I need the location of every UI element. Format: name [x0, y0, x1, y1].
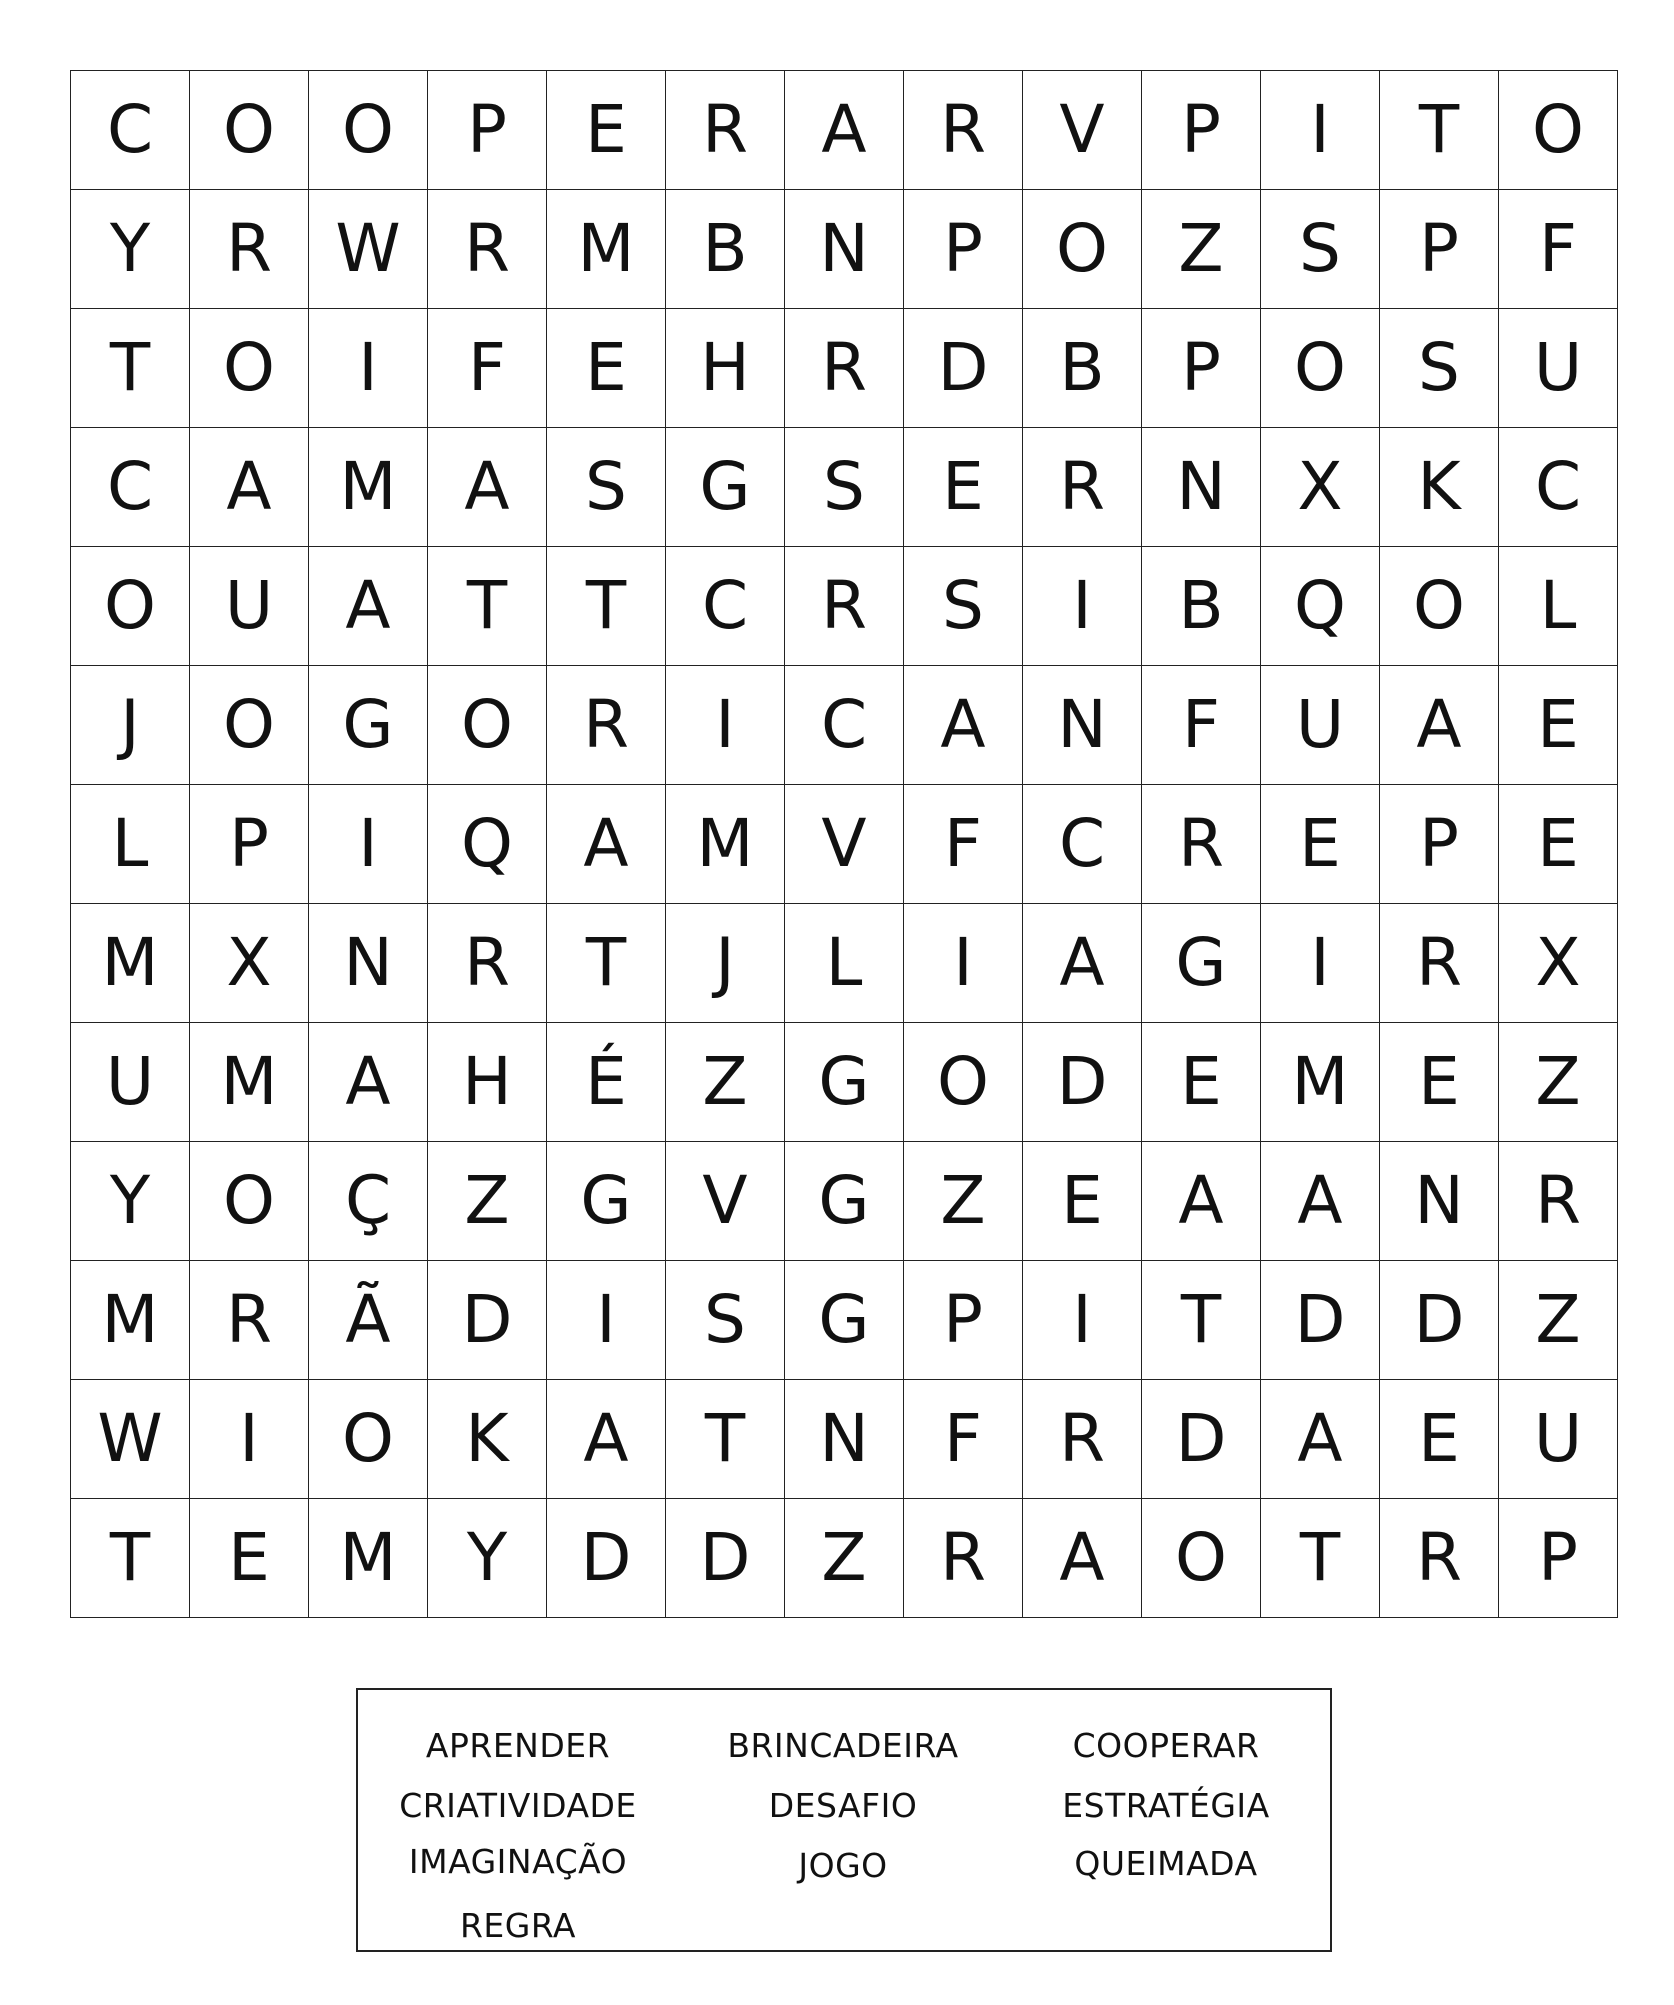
grid-cell[interactable]: R: [1142, 785, 1261, 904]
grid-cell[interactable]: A: [904, 666, 1023, 785]
grid-cell[interactable]: I: [309, 785, 428, 904]
grid-cell[interactable]: I: [309, 309, 428, 428]
grid-cell[interactable]: X: [1499, 904, 1618, 1023]
grid-cell[interactable]: C: [1499, 428, 1618, 547]
grid-cell[interactable]: E: [1142, 1023, 1261, 1142]
grid-cell[interactable]: O: [190, 71, 309, 190]
grid-cell[interactable]: E: [190, 1499, 309, 1618]
grid-cell[interactable]: I: [547, 1261, 666, 1380]
grid-cell[interactable]: A: [547, 785, 666, 904]
grid-cell[interactable]: M: [547, 190, 666, 309]
grid-cell[interactable]: A: [1261, 1142, 1380, 1261]
grid-cell[interactable]: A: [309, 1023, 428, 1142]
grid-cell[interactable]: R: [190, 1261, 309, 1380]
grid-cell[interactable]: L: [71, 785, 190, 904]
grid-cell[interactable]: C: [1023, 785, 1142, 904]
word-item: DESAFIO: [768, 1786, 918, 1825]
grid-cell[interactable]: R: [190, 190, 309, 309]
grid-cell[interactable]: P: [1380, 190, 1499, 309]
grid-cell[interactable]: F: [428, 309, 547, 428]
grid-cell[interactable]: P: [904, 1261, 1023, 1380]
grid-cell[interactable]: Z: [904, 1142, 1023, 1261]
grid-cell[interactable]: Y: [71, 1142, 190, 1261]
grid-cell[interactable]: D: [1261, 1261, 1380, 1380]
grid-cell[interactable]: N: [785, 1380, 904, 1499]
grid-cell[interactable]: E: [904, 428, 1023, 547]
grid-cell[interactable]: V: [1023, 71, 1142, 190]
grid-cell[interactable]: Z: [1499, 1261, 1618, 1380]
word-item: BRINCADEIRA: [727, 1726, 959, 1765]
grid-cell[interactable]: E: [1499, 666, 1618, 785]
word-item: ESTRATÉGIA: [1062, 1786, 1270, 1825]
grid-cell[interactable]: T: [428, 547, 547, 666]
grid-cell[interactable]: O: [309, 1380, 428, 1499]
grid-cell[interactable]: O: [190, 666, 309, 785]
grid-cell[interactable]: I: [1023, 1261, 1142, 1380]
grid-cell[interactable]: P: [904, 190, 1023, 309]
grid-cell[interactable]: R: [785, 309, 904, 428]
grid-cell[interactable]: M: [71, 1261, 190, 1380]
grid-cell[interactable]: R: [666, 71, 785, 190]
grid-cell[interactable]: V: [666, 1142, 785, 1261]
grid-cell[interactable]: N: [1142, 428, 1261, 547]
grid-cell[interactable]: S: [785, 428, 904, 547]
grid-cell[interactable]: I: [904, 904, 1023, 1023]
grid-cell[interactable]: B: [1023, 309, 1142, 428]
grid-cell[interactable]: A: [428, 428, 547, 547]
grid-cell[interactable]: Z: [666, 1023, 785, 1142]
grid-cell[interactable]: F: [1142, 666, 1261, 785]
grid-cell[interactable]: O: [309, 71, 428, 190]
grid-cell[interactable]: Y: [428, 1499, 547, 1618]
grid-cell[interactable]: O: [71, 547, 190, 666]
grid-cell[interactable]: E: [1380, 1023, 1499, 1142]
grid-cell[interactable]: E: [1499, 785, 1618, 904]
grid-cell[interactable]: A: [1380, 666, 1499, 785]
grid-cell[interactable]: I: [1261, 71, 1380, 190]
grid-cell[interactable]: G: [666, 428, 785, 547]
grid-cell[interactable]: P: [1142, 309, 1261, 428]
grid-cell[interactable]: F: [904, 1380, 1023, 1499]
grid-cell[interactable]: E: [547, 309, 666, 428]
grid-cell[interactable]: R: [1499, 1142, 1618, 1261]
grid-cell[interactable]: A: [1142, 1142, 1261, 1261]
grid-cell[interactable]: M: [309, 428, 428, 547]
word-item: QUEIMADA: [1074, 1844, 1258, 1883]
grid-cell[interactable]: T: [547, 547, 666, 666]
grid-cell[interactable]: F: [904, 785, 1023, 904]
grid-cell[interactable]: G: [547, 1142, 666, 1261]
grid-cell[interactable]: A: [785, 71, 904, 190]
grid-cell[interactable]: R: [428, 190, 547, 309]
grid-cell[interactable]: Ç: [309, 1142, 428, 1261]
grid-cell[interactable]: E: [1380, 1380, 1499, 1499]
grid-cell[interactable]: M: [71, 904, 190, 1023]
grid-cell[interactable]: E: [1023, 1142, 1142, 1261]
grid-cell[interactable]: T: [71, 309, 190, 428]
grid-cell[interactable]: T: [1261, 1499, 1380, 1618]
grid-cell[interactable]: D: [666, 1499, 785, 1618]
grid-cell[interactable]: I: [1261, 904, 1380, 1023]
grid-cell[interactable]: N: [1380, 1142, 1499, 1261]
grid-cell[interactable]: O: [1023, 190, 1142, 309]
grid-cell[interactable]: R: [428, 904, 547, 1023]
grid-cell[interactable]: B: [666, 190, 785, 309]
grid-cell[interactable]: L: [785, 904, 904, 1023]
grid-cell[interactable]: P: [1142, 71, 1261, 190]
grid-cell[interactable]: A: [1023, 1499, 1142, 1618]
grid-cell[interactable]: S: [1380, 309, 1499, 428]
grid-cell[interactable]: O: [1261, 309, 1380, 428]
grid-cell[interactable]: N: [309, 904, 428, 1023]
grid-cell[interactable]: Z: [785, 1499, 904, 1618]
grid-cell[interactable]: R: [904, 71, 1023, 190]
grid-cell[interactable]: W: [309, 190, 428, 309]
grid-cell[interactable]: F: [1499, 190, 1618, 309]
grid-cell[interactable]: W: [71, 1380, 190, 1499]
word-item: APRENDER: [425, 1726, 611, 1765]
grid-cell[interactable]: M: [1261, 1023, 1380, 1142]
grid-cell[interactable]: A: [1261, 1380, 1380, 1499]
grid-cell[interactable]: D: [1142, 1380, 1261, 1499]
grid-cell[interactable]: O: [1499, 71, 1618, 190]
grid-cell[interactable]: Z: [428, 1142, 547, 1261]
grid-cell[interactable]: Ã: [309, 1261, 428, 1380]
grid-cell[interactable]: E: [547, 71, 666, 190]
grid-cell[interactable]: P: [1380, 785, 1499, 904]
grid-cell[interactable]: É: [547, 1023, 666, 1142]
word-item: REGRA: [459, 1906, 577, 1945]
grid-cell[interactable]: G: [785, 1023, 904, 1142]
grid-cell[interactable]: D: [428, 1261, 547, 1380]
grid-cell[interactable]: U: [71, 1023, 190, 1142]
grid-cell[interactable]: S: [904, 547, 1023, 666]
word-list: [356, 1688, 1332, 1952]
grid-cell[interactable]: P: [1499, 1499, 1618, 1618]
grid-cell[interactable]: R: [547, 666, 666, 785]
grid-cell[interactable]: R: [1380, 1499, 1499, 1618]
grid-cell[interactable]: K: [1380, 428, 1499, 547]
grid-cell[interactable]: X: [1261, 428, 1380, 547]
grid-cell[interactable]: J: [666, 904, 785, 1023]
grid-cell[interactable]: Q: [428, 785, 547, 904]
grid-cell[interactable]: G: [785, 1261, 904, 1380]
grid-cell[interactable]: Z: [1499, 1023, 1618, 1142]
grid-cell[interactable]: U: [190, 547, 309, 666]
grid-cell[interactable]: S: [547, 428, 666, 547]
grid-cell[interactable]: A: [190, 428, 309, 547]
grid-cell[interactable]: R: [1380, 904, 1499, 1023]
word-item: JOGO: [798, 1846, 888, 1885]
grid-cell[interactable]: C: [71, 428, 190, 547]
grid-cell[interactable]: A: [1023, 904, 1142, 1023]
grid-cell[interactable]: S: [666, 1261, 785, 1380]
grid-cell[interactable]: C: [785, 666, 904, 785]
grid-cell[interactable]: T: [1142, 1261, 1261, 1380]
grid-cell[interactable]: C: [666, 547, 785, 666]
grid-cell[interactable]: T: [547, 904, 666, 1023]
grid-cell[interactable]: U: [1499, 309, 1618, 428]
grid-cell[interactable]: T: [666, 1380, 785, 1499]
grid-cell[interactable]: M: [190, 1023, 309, 1142]
grid-cell[interactable]: C: [71, 71, 190, 190]
grid-cell[interactable]: P: [428, 71, 547, 190]
grid-cell[interactable]: X: [190, 904, 309, 1023]
grid-cell[interactable]: I: [190, 1380, 309, 1499]
grid-cell[interactable]: R: [785, 547, 904, 666]
letter-grid: [70, 70, 1618, 1618]
grid-cell[interactable]: U: [1261, 666, 1380, 785]
grid-cell[interactable]: U: [1499, 1380, 1618, 1499]
grid-cell[interactable]: V: [785, 785, 904, 904]
grid-cell[interactable]: D: [1380, 1261, 1499, 1380]
grid-cell[interactable]: H: [428, 1023, 547, 1142]
grid-cell[interactable]: E: [1261, 785, 1380, 904]
grid-cell[interactable]: O: [428, 666, 547, 785]
grid-cell[interactable]: I: [1023, 547, 1142, 666]
grid-cell[interactable]: O: [190, 1142, 309, 1261]
grid-cell[interactable]: R: [1023, 428, 1142, 547]
grid-cell[interactable]: K: [428, 1380, 547, 1499]
grid-cell[interactable]: I: [666, 666, 785, 785]
grid-cell[interactable]: P: [190, 785, 309, 904]
word-item: COOPERAR: [1072, 1726, 1260, 1765]
grid-cell[interactable]: T: [1380, 71, 1499, 190]
grid-cell[interactable]: Z: [1142, 190, 1261, 309]
grid-cell[interactable]: O: [1380, 547, 1499, 666]
grid-cell[interactable]: Q: [1261, 547, 1380, 666]
grid-cell[interactable]: A: [547, 1380, 666, 1499]
grid-cell[interactable]: S: [1261, 190, 1380, 309]
grid-cell[interactable]: O: [904, 1023, 1023, 1142]
grid-cell[interactable]: A: [309, 547, 428, 666]
grid-cell[interactable]: D: [904, 309, 1023, 428]
grid-cell[interactable]: O: [190, 309, 309, 428]
grid-cell[interactable]: N: [785, 190, 904, 309]
grid-cell[interactable]: O: [1142, 1499, 1261, 1618]
grid-cell[interactable]: D: [1023, 1023, 1142, 1142]
grid-cell[interactable]: H: [666, 309, 785, 428]
grid-cell[interactable]: M: [666, 785, 785, 904]
grid-cell[interactable]: M: [309, 1499, 428, 1618]
grid-cell[interactable]: D: [547, 1499, 666, 1618]
word-item: IMAGINAÇÃO: [408, 1842, 628, 1881]
grid-cell[interactable]: Y: [71, 190, 190, 309]
grid-cell[interactable]: J: [71, 666, 190, 785]
grid-cell[interactable]: R: [1023, 1380, 1142, 1499]
grid-cell[interactable]: G: [1142, 904, 1261, 1023]
grid-cell[interactable]: G: [785, 1142, 904, 1261]
word-item: CRIATIVIDADE: [399, 1786, 637, 1825]
grid-cell[interactable]: G: [309, 666, 428, 785]
grid-cell[interactable]: T: [71, 1499, 190, 1618]
grid-cell[interactable]: B: [1142, 547, 1261, 666]
grid-cell[interactable]: L: [1499, 547, 1618, 666]
grid-cell[interactable]: N: [1023, 666, 1142, 785]
grid-cell[interactable]: R: [904, 1499, 1023, 1618]
